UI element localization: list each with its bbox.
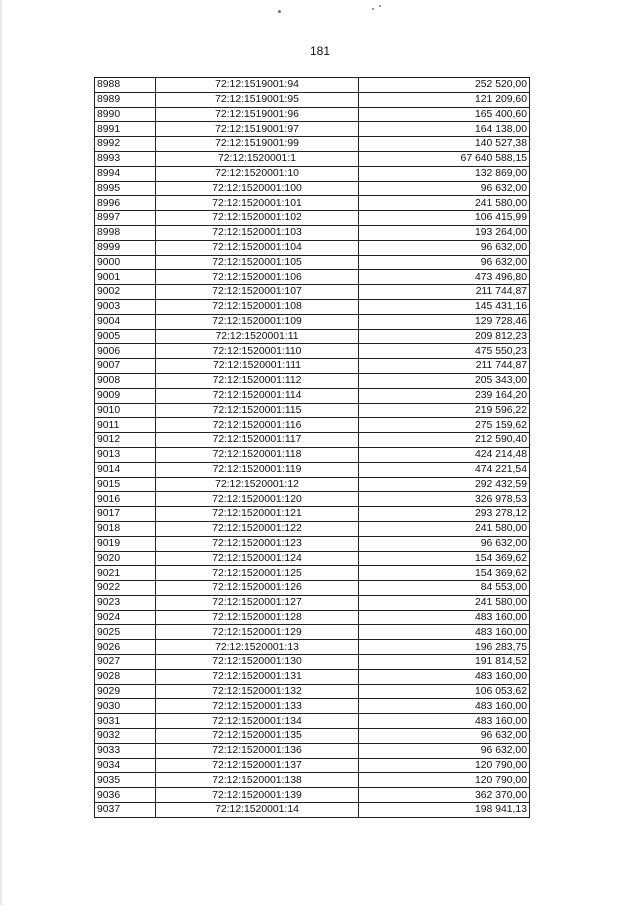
table-row — [95, 270, 530, 285]
cadastral-value: 474 221,54 — [359, 462, 530, 477]
cadastral-number: 72:12:1520001:108 — [156, 299, 359, 314]
row-number: 9005 — [95, 329, 156, 344]
cadastral-value: 293 278,12 — [359, 507, 530, 522]
cadastral-number: 72:12:1520001:120 — [156, 492, 359, 507]
row-number: 9008 — [95, 373, 156, 388]
cadastral-value: 211 744,87 — [359, 359, 530, 374]
cadastral-number: 72:12:1520001:118 — [156, 447, 359, 462]
cadastral-value-table — [94, 77, 530, 818]
table-row — [95, 684, 530, 699]
cadastral-value: 106 053,62 — [359, 684, 530, 699]
row-number: 9037 — [95, 803, 156, 818]
scan-speck — [379, 5, 381, 7]
table-row — [95, 699, 530, 714]
scan-speck — [278, 10, 281, 13]
cadastral-value: 67 640 588,15 — [359, 151, 530, 166]
row-number: 9025 — [95, 625, 156, 640]
row-number: 9028 — [95, 669, 156, 684]
cadastral-value: 120 790,00 — [359, 758, 530, 773]
row-number: 9032 — [95, 729, 156, 744]
cadastral-value: 164 138,00 — [359, 122, 530, 137]
cadastral-number: 72:12:1520001:114 — [156, 388, 359, 403]
table-row — [95, 92, 530, 107]
row-number: 9029 — [95, 684, 156, 699]
table-row — [95, 151, 530, 166]
cadastral-value: 96 632,00 — [359, 255, 530, 270]
cadastral-value: 96 632,00 — [359, 729, 530, 744]
cadastral-value: 483 160,00 — [359, 625, 530, 640]
cadastral-number: 72:12:1520001:139 — [156, 788, 359, 803]
row-number: 8991 — [95, 122, 156, 137]
table-row — [95, 462, 530, 477]
row-number: 8997 — [95, 211, 156, 226]
table-row — [95, 758, 530, 773]
cadastral-value: 483 160,00 — [359, 669, 530, 684]
row-number: 9009 — [95, 388, 156, 403]
cadastral-value: 145 431,16 — [359, 299, 530, 314]
table-row — [95, 803, 530, 818]
row-number: 9035 — [95, 773, 156, 788]
cadastral-number: 72:12:1520001:106 — [156, 270, 359, 285]
cadastral-value: 154 369,62 — [359, 566, 530, 581]
cadastral-number: 72:12:1520001:121 — [156, 507, 359, 522]
cadastral-value: 129 728,46 — [359, 314, 530, 329]
row-number: 8998 — [95, 225, 156, 240]
row-number: 9018 — [95, 521, 156, 536]
cadastral-number: 72:12:1520001:128 — [156, 610, 359, 625]
row-number: 9001 — [95, 270, 156, 285]
table-row — [95, 314, 530, 329]
cadastral-number: 72:12:1520001:11 — [156, 329, 359, 344]
cadastral-number: 72:12:1520001:137 — [156, 758, 359, 773]
row-number: 9027 — [95, 655, 156, 670]
table-row — [95, 433, 530, 448]
cadastral-number: 72:12:1520001:131 — [156, 669, 359, 684]
table-row — [95, 107, 530, 122]
cadastral-number: 72:12:1520001:13 — [156, 640, 359, 655]
table-row — [95, 729, 530, 744]
table-row — [95, 669, 530, 684]
cadastral-value: 241 580,00 — [359, 595, 530, 610]
row-number: 9023 — [95, 595, 156, 610]
page-number: 181 — [309, 44, 331, 58]
row-number: 8992 — [95, 137, 156, 152]
row-number: 9031 — [95, 714, 156, 729]
row-number: 9022 — [95, 581, 156, 596]
row-number: 9026 — [95, 640, 156, 655]
table-row — [95, 359, 530, 374]
cadastral-number: 72:12:1520001:124 — [156, 551, 359, 566]
cadastral-number: 72:12:1520001:130 — [156, 655, 359, 670]
row-number: 8996 — [95, 196, 156, 211]
table-row — [95, 536, 530, 551]
cadastral-value: 120 790,00 — [359, 773, 530, 788]
cadastral-value: 198 941,13 — [359, 803, 530, 818]
cadastral-number: 72:12:1520001:126 — [156, 581, 359, 596]
cadastral-number: 72:12:1520001:132 — [156, 684, 359, 699]
table-row — [95, 521, 530, 536]
cadastral-number: 72:12:1520001:103 — [156, 225, 359, 240]
row-number: 9000 — [95, 255, 156, 270]
cadastral-value: 473 496,80 — [359, 270, 530, 285]
table-row — [95, 655, 530, 670]
table-row — [95, 285, 530, 300]
cadastral-value: 475 550,23 — [359, 344, 530, 359]
table-row — [95, 595, 530, 610]
scan-edge — [0, 0, 2, 905]
table-row — [95, 299, 530, 314]
cadastral-number: 72:12:1520001:117 — [156, 433, 359, 448]
row-number: 8989 — [95, 92, 156, 107]
row-number: 9019 — [95, 536, 156, 551]
cadastral-value: 483 160,00 — [359, 699, 530, 714]
table-row — [95, 581, 530, 596]
cadastral-value: 362 370,00 — [359, 788, 530, 803]
table-row — [95, 447, 530, 462]
table-row — [95, 773, 530, 788]
cadastral-value: 140 527,38 — [359, 137, 530, 152]
cadastral-value: 96 632,00 — [359, 181, 530, 196]
table-row — [95, 625, 530, 640]
table-row — [95, 225, 530, 240]
table-row — [95, 610, 530, 625]
scan-speck — [372, 8, 374, 10]
table-row — [95, 507, 530, 522]
cadastral-number: 72:12:1519001:95 — [156, 92, 359, 107]
cadastral-number: 72:12:1520001:138 — [156, 773, 359, 788]
cadastral-value: 205 343,00 — [359, 373, 530, 388]
cadastral-value: 424 214,48 — [359, 447, 530, 462]
cadastral-value: 275 159,62 — [359, 418, 530, 433]
cadastral-number: 72:12:1520001:100 — [156, 181, 359, 196]
cadastral-number: 72:12:1520001:1 — [156, 151, 359, 166]
row-number: 9034 — [95, 758, 156, 773]
row-number: 8988 — [95, 78, 156, 93]
cadastral-number: 72:12:1520001:111 — [156, 359, 359, 374]
row-number: 9024 — [95, 610, 156, 625]
cadastral-number: 72:12:1520001:115 — [156, 403, 359, 418]
table-row — [95, 788, 530, 803]
row-number: 9036 — [95, 788, 156, 803]
table-row — [95, 211, 530, 226]
row-number: 9006 — [95, 344, 156, 359]
cadastral-value: 209 812,23 — [359, 329, 530, 344]
row-number: 9015 — [95, 477, 156, 492]
table-row — [95, 743, 530, 758]
table-row — [95, 181, 530, 196]
cadastral-value: 84 553,00 — [359, 581, 530, 596]
cadastral-number: 72:12:1520001:105 — [156, 255, 359, 270]
cadastral-number: 72:12:1519001:99 — [156, 137, 359, 152]
table-row — [95, 166, 530, 181]
cadastral-number: 72:12:1520001:12 — [156, 477, 359, 492]
row-number: 8999 — [95, 240, 156, 255]
table-row — [95, 566, 530, 581]
cadastral-number: 72:12:1520001:101 — [156, 196, 359, 211]
table-row — [95, 714, 530, 729]
row-number: 9012 — [95, 433, 156, 448]
cadastral-value: 196 283,75 — [359, 640, 530, 655]
cadastral-number: 72:12:1520001:104 — [156, 240, 359, 255]
cadastral-number: 72:12:1519001:97 — [156, 122, 359, 137]
row-number: 9004 — [95, 314, 156, 329]
table-row — [95, 78, 530, 93]
cadastral-number: 72:12:1520001:136 — [156, 743, 359, 758]
row-number: 9016 — [95, 492, 156, 507]
cadastral-value: 292 432,59 — [359, 477, 530, 492]
table-row — [95, 373, 530, 388]
row-number: 8990 — [95, 107, 156, 122]
cadastral-number: 72:12:1520001:112 — [156, 373, 359, 388]
table-row — [95, 551, 530, 566]
cadastral-value: 165 400,60 — [359, 107, 530, 122]
cadastral-value: 252 520,00 — [359, 78, 530, 93]
row-number: 9017 — [95, 507, 156, 522]
cadastral-number: 72:12:1520001:14 — [156, 803, 359, 818]
row-number: 9013 — [95, 447, 156, 462]
cadastral-number: 72:12:1520001:125 — [156, 566, 359, 581]
cadastral-value: 483 160,00 — [359, 714, 530, 729]
cadastral-value: 191 814,52 — [359, 655, 530, 670]
row-number: 9033 — [95, 743, 156, 758]
cadastral-number: 72:12:1520001:133 — [156, 699, 359, 714]
cadastral-number: 72:12:1520001:135 — [156, 729, 359, 744]
table-row — [95, 329, 530, 344]
table-row — [95, 122, 530, 137]
table-row — [95, 492, 530, 507]
row-number: 9011 — [95, 418, 156, 433]
table-row — [95, 196, 530, 211]
cadastral-value: 193 264,00 — [359, 225, 530, 240]
table-row — [95, 403, 530, 418]
row-number: 9030 — [95, 699, 156, 714]
cadastral-number: 72:12:1520001:129 — [156, 625, 359, 640]
row-number: 9010 — [95, 403, 156, 418]
cadastral-value: 132 869,00 — [359, 166, 530, 181]
cadastral-number: 72:12:1520001:116 — [156, 418, 359, 433]
cadastral-value: 121 209,60 — [359, 92, 530, 107]
cadastral-value: 96 632,00 — [359, 240, 530, 255]
cadastral-number: 72:12:1520001:123 — [156, 536, 359, 551]
row-number: 9020 — [95, 551, 156, 566]
cadastral-number: 72:12:1520001:107 — [156, 285, 359, 300]
cadastral-value: 154 369,62 — [359, 551, 530, 566]
cadastral-number: 72:12:1520001:127 — [156, 595, 359, 610]
cadastral-value: 212 590,40 — [359, 433, 530, 448]
cadastral-value: 96 632,00 — [359, 536, 530, 551]
table-row — [95, 255, 530, 270]
row-number: 9002 — [95, 285, 156, 300]
cadastral-number: 72:12:1520001:10 — [156, 166, 359, 181]
table-row — [95, 388, 530, 403]
cadastral-value: 241 580,00 — [359, 196, 530, 211]
row-number: 9014 — [95, 462, 156, 477]
row-number: 9003 — [95, 299, 156, 314]
cadastral-value: 483 160,00 — [359, 610, 530, 625]
cadastral-value: 241 580,00 — [359, 521, 530, 536]
cadastral-number: 72:12:1519001:94 — [156, 78, 359, 93]
cadastral-value: 219 596,22 — [359, 403, 530, 418]
row-number: 8993 — [95, 151, 156, 166]
cadastral-number: 72:12:1520001:119 — [156, 462, 359, 477]
row-number: 8995 — [95, 181, 156, 196]
cadastral-number: 72:12:1520001:134 — [156, 714, 359, 729]
cadastral-value: 326 978,53 — [359, 492, 530, 507]
cadastral-number: 72:12:1520001:102 — [156, 211, 359, 226]
table-row — [95, 137, 530, 152]
table-row — [95, 477, 530, 492]
table-row — [95, 418, 530, 433]
cadastral-number: 72:12:1520001:110 — [156, 344, 359, 359]
cadastral-value: 211 744,87 — [359, 285, 530, 300]
table-row — [95, 344, 530, 359]
cadastral-number: 72:12:1520001:109 — [156, 314, 359, 329]
table-row — [95, 240, 530, 255]
cadastral-value: 96 632,00 — [359, 743, 530, 758]
cadastral-number: 72:12:1520001:122 — [156, 521, 359, 536]
row-number: 9007 — [95, 359, 156, 374]
cadastral-number: 72:12:1519001:96 — [156, 107, 359, 122]
cadastral-value: 106 415,99 — [359, 211, 530, 226]
cadastral-value: 239 164,20 — [359, 388, 530, 403]
table-row — [95, 640, 530, 655]
row-number: 9021 — [95, 566, 156, 581]
row-number: 8994 — [95, 166, 156, 181]
